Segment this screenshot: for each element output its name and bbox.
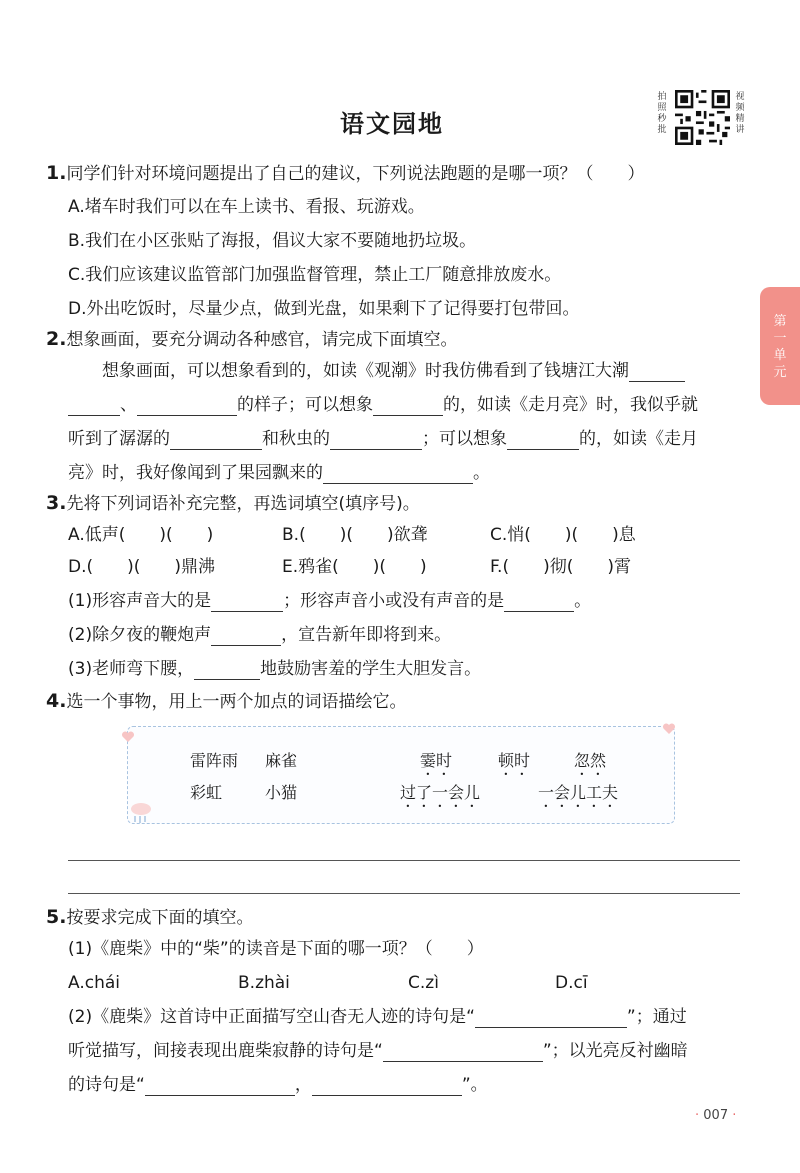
q2-line-1 — [102, 360, 685, 382]
thing-thunderstorm: 雷阵雨 — [190, 751, 239, 770]
q5-text: ”。 — [461, 1075, 488, 1095]
q3-sub-3 — [68, 658, 481, 680]
thing-sparrow: 麻雀 — [265, 751, 298, 770]
q2-line-1-text: 想象画面，可以想象看到的，如读《观潮》时我仿佛看到了钱塘江大潮 — [102, 361, 629, 381]
q2-line-3 — [68, 428, 698, 450]
word-shashi: 霎时 — [420, 751, 453, 770]
blank[interactable] — [323, 465, 473, 484]
q2-text: 想象画面，要充分调动各种感官，请完成下面填空。 — [66, 330, 458, 350]
blank[interactable] — [211, 593, 283, 612]
blank[interactable] — [629, 363, 685, 382]
q2-text: 、 — [120, 395, 137, 415]
blank[interactable] — [137, 397, 237, 416]
q2-line-2 — [68, 394, 698, 416]
q3-text: (3)老师弯下腰， — [68, 659, 195, 679]
q1-stem — [46, 162, 644, 185]
page-dot: · — [695, 1108, 700, 1123]
q2-text: 。 — [473, 463, 490, 483]
page-number-value: 007 — [703, 1108, 729, 1123]
blank[interactable] — [211, 627, 281, 646]
q3-stem — [46, 492, 420, 515]
q5-part-1: (1)《鹿柴》中的“柴”的读音是下面的哪一项？（ ） — [68, 939, 484, 959]
q3-text: ；形容声音小或没有声音的是 — [283, 591, 505, 611]
q5-option-d: D.cī — [555, 973, 588, 993]
blank[interactable] — [170, 431, 262, 450]
q3-text: 。 — [574, 591, 592, 611]
blank[interactable] — [373, 397, 443, 416]
writing-line-2[interactable] — [68, 893, 740, 894]
q4-text: 选一个事物，用上一两个加点的词语描绘它。 — [66, 692, 407, 712]
q4-stem — [46, 690, 406, 713]
q2-stem — [46, 328, 457, 351]
q1-text: 同学们针对环境问题提出了自己的建议，下列说法跑题的是哪一项？（ ） — [66, 164, 645, 184]
blank[interactable] — [383, 1043, 543, 1062]
q5-text: 的诗句是“ — [68, 1075, 145, 1095]
q4-number: 4. — [46, 690, 67, 712]
q2-text: 的样子；可以想象 — [237, 395, 373, 415]
unit-tab-label: 第一单元 — [773, 314, 787, 380]
qr-left-label: 拍照秒批 — [657, 92, 667, 135]
q5-text: ”；以光亮反衬幽暗 — [542, 1041, 688, 1061]
q2-text: 听到了潺潺的 — [68, 429, 170, 449]
q3-text: (2)除夕夜的鞭炮声 — [68, 625, 212, 645]
q5-option-a: A.chái — [68, 973, 120, 993]
page-dot: · — [732, 1108, 737, 1123]
heart-icon — [121, 730, 135, 744]
q5-part-2-line-3 — [68, 1074, 488, 1096]
q3-word-b: B.( )( )欲聋 — [282, 525, 428, 545]
q3-word-a: A.低声( )( ) — [68, 525, 214, 545]
q1-option-d: D.外出吃饭时，尽量少点，做到光盘，如果剩下了记得要打包带回。 — [68, 299, 580, 319]
q1-option-c: C.我们应该建议监管部门加强监督管理，禁止工厂随意排放废水。 — [68, 265, 562, 285]
word-yihuiergongfu: 一会儿工夫 — [538, 783, 619, 802]
thing-rainbow: 彩虹 — [190, 783, 223, 802]
q5-option-c: C.zì — [408, 973, 439, 993]
blank[interactable] — [312, 1077, 462, 1096]
blank[interactable] — [504, 593, 574, 612]
q2-text: 的，如读《走月亮》时，我似乎就 — [443, 395, 698, 415]
q2-number: 2. — [46, 328, 67, 350]
blank[interactable] — [145, 1077, 295, 1096]
q2-text: 的，如读《走月 — [579, 429, 698, 449]
qr-code-icon[interactable] — [675, 90, 730, 145]
q2-line-4 — [68, 462, 490, 484]
word-guoleyihuier: 过了一会儿 — [400, 783, 481, 802]
q1-option-b: B.我们在小区张贴了海报，倡议大家不要随地扔垃圾。 — [68, 231, 477, 251]
page-number — [695, 1108, 736, 1123]
q3-text: 先将下列词语补充完整，再选词填空(填序号)。 — [66, 494, 420, 514]
q3-word-e: E.鸦雀( )( ) — [282, 557, 427, 577]
q2-text: ；可以想象 — [422, 429, 507, 449]
heart-icon — [662, 722, 676, 736]
q3-text: ，宣告新年即将到来。 — [281, 625, 452, 645]
thing-kitten: 小猫 — [265, 783, 298, 802]
q5-stem — [46, 906, 253, 929]
q3-text: 地鼓励害羞的学生大胆发言。 — [260, 659, 482, 679]
q3-number: 3. — [46, 492, 67, 514]
writing-line-1[interactable] — [68, 860, 740, 861]
q1-number: 1. — [46, 162, 67, 184]
q3-word-f: F.( )彻( )霄 — [490, 557, 631, 577]
q3-text: (1)形容声音大的是 — [68, 591, 212, 611]
q2-text: 和秋虫的 — [262, 429, 330, 449]
q5-text: ”；通过 — [626, 1007, 687, 1027]
cloud-rain-icon — [128, 800, 154, 826]
blank[interactable] — [194, 661, 260, 680]
unit-tab[interactable] — [760, 287, 800, 405]
q3-sub-1 — [68, 590, 591, 612]
q5-text: ， — [294, 1075, 312, 1095]
q5-text: 听觉描写，间接表现出鹿柴寂静的诗句是“ — [68, 1041, 383, 1061]
blank[interactable] — [507, 431, 579, 450]
q2-text: 亮》时，我好像闻到了果园飘来的 — [68, 463, 323, 483]
q5-text: 按要求完成下面的填空。 — [66, 908, 254, 928]
q5-text: (2)《鹿柴》这首诗中正面描写空山杳无人迹的诗句是“ — [68, 1007, 475, 1027]
q1-option-a: A.堵车时我们可以在车上读书、看报、玩游戏。 — [68, 197, 425, 217]
blank[interactable] — [475, 1009, 627, 1028]
q3-word-d: D.( )( )鼎沸 — [68, 557, 216, 577]
q5-part-2-line-1 — [68, 1006, 687, 1028]
q5-number: 5. — [46, 906, 67, 928]
q5-part-2-line-2 — [68, 1040, 688, 1062]
qr-block[interactable] — [657, 90, 752, 148]
word-dunshi: 顿时 — [498, 751, 531, 770]
blank[interactable] — [330, 431, 422, 450]
qr-right-label: 视频精讲 — [735, 92, 745, 135]
page-title: 语文园地 — [340, 110, 444, 138]
q3-sub-2 — [68, 624, 451, 646]
word-huran: 忽然 — [574, 751, 607, 770]
blank[interactable] — [68, 397, 120, 416]
q5-option-b: B.zhài — [238, 973, 290, 993]
q3-word-c: C.悄( )( )息 — [490, 525, 636, 545]
